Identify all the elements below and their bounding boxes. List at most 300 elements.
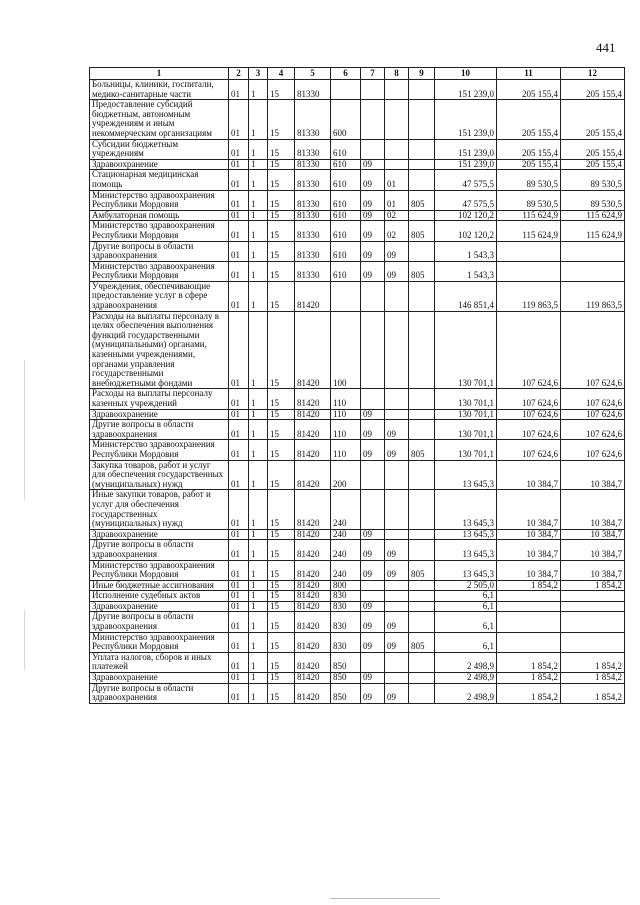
code-col3: 1 xyxy=(249,601,268,612)
code-col5: 81420 xyxy=(295,612,331,632)
table-row xyxy=(90,420,625,440)
code-col5: 81420 xyxy=(295,540,331,560)
code-col9 xyxy=(409,591,435,602)
code-col6: 800 xyxy=(331,580,361,591)
code-col7: 09 xyxy=(361,420,385,440)
amount-col10: 13 645,3 xyxy=(435,560,497,580)
code-col4: 15 xyxy=(268,100,295,139)
amount-col10: 2 498,9 xyxy=(435,652,497,672)
code-col2: 01 xyxy=(229,460,249,490)
scan-bottom-line xyxy=(330,898,440,899)
amount-col10: 6,1 xyxy=(435,632,497,652)
code-col3: 1 xyxy=(249,591,268,602)
code-col4: 15 xyxy=(268,580,295,591)
amount-col11: 89 530,5 xyxy=(497,170,561,190)
code-col5: 81420 xyxy=(295,420,331,440)
code-col5: 81330 xyxy=(295,139,331,159)
amount-col12: 10 384,7 xyxy=(561,540,625,560)
amount-col11: 107 624,6 xyxy=(497,420,561,440)
amount-col10: 13 645,3 xyxy=(435,529,497,540)
code-col2: 01 xyxy=(229,673,249,684)
code-col9 xyxy=(409,540,435,560)
amount-col11: 205 155,4 xyxy=(497,139,561,159)
code-col5: 81420 xyxy=(295,632,331,652)
page-number: 441 xyxy=(596,40,616,55)
code-col6: 830 xyxy=(331,612,361,632)
table-row xyxy=(90,673,625,684)
column-header: 9 xyxy=(409,68,435,80)
code-col7 xyxy=(361,389,385,409)
code-col6: 610 xyxy=(331,241,361,261)
code-col4: 15 xyxy=(268,601,295,612)
amount-col11: 1 854,2 xyxy=(497,683,561,703)
code-col7 xyxy=(361,652,385,672)
code-col6: 610 xyxy=(331,139,361,159)
code-col5: 81420 xyxy=(295,311,331,389)
code-col2: 01 xyxy=(229,612,249,632)
code-col6: 610 xyxy=(331,170,361,190)
code-col9 xyxy=(409,652,435,672)
code-col6: 610 xyxy=(331,210,361,221)
code-col4: 15 xyxy=(268,652,295,672)
code-col8 xyxy=(385,100,409,139)
amount-col10: 130 701,1 xyxy=(435,409,497,420)
row-name: Иные закупки товаров, работ и услуг для обеспечения государственных (муниципальных) нужд xyxy=(90,490,229,529)
amount-col10: 1 543,3 xyxy=(435,241,497,261)
code-col5: 81330 xyxy=(295,159,331,170)
code-col9: 805 xyxy=(409,221,435,241)
amount-col10: 47 575,5 xyxy=(435,170,497,190)
amount-col10: 151 239,0 xyxy=(435,159,497,170)
code-col9 xyxy=(409,311,435,389)
code-col9 xyxy=(409,612,435,632)
code-col2: 01 xyxy=(229,261,249,281)
code-col3: 1 xyxy=(249,420,268,440)
code-col3: 1 xyxy=(249,652,268,672)
row-name: Другие вопросы в области здравоохранения xyxy=(90,540,229,560)
code-col4: 15 xyxy=(268,241,295,261)
code-col4: 15 xyxy=(268,261,295,281)
code-col8 xyxy=(385,529,409,540)
row-name: Министерство здравоохранения Республики Мордовия xyxy=(90,440,229,460)
row-name: Здравоохранение xyxy=(90,409,229,420)
code-col4: 15 xyxy=(268,490,295,529)
amount-col11: 205 155,4 xyxy=(497,100,561,139)
code-col5: 81420 xyxy=(295,652,331,672)
row-name: Министерство здравоохранения Республики Мордовия xyxy=(90,632,229,652)
code-col4: 15 xyxy=(268,170,295,190)
code-col4: 15 xyxy=(268,409,295,420)
amount-col12: 1 854,2 xyxy=(561,652,625,672)
code-col9: 805 xyxy=(409,261,435,281)
table-row xyxy=(90,311,625,389)
code-col6: 610 xyxy=(331,190,361,210)
row-name: Другие вопросы в области здравоохранения xyxy=(90,420,229,440)
code-col2: 01 xyxy=(229,170,249,190)
amount-col12 xyxy=(561,261,625,281)
amount-col11: 89 530,5 xyxy=(497,190,561,210)
code-col2: 01 xyxy=(229,601,249,612)
amount-col10: 151 239,0 xyxy=(435,80,497,100)
code-col7: 09 xyxy=(361,673,385,684)
code-col2: 01 xyxy=(229,311,249,389)
amount-col12: 205 155,4 xyxy=(561,139,625,159)
amount-col10: 102 120,2 xyxy=(435,221,497,241)
code-col5: 81330 xyxy=(295,221,331,241)
code-col5: 81420 xyxy=(295,409,331,420)
amount-col12 xyxy=(561,241,625,261)
code-col7: 09 xyxy=(361,221,385,241)
amount-col11: 107 624,6 xyxy=(497,311,561,389)
amount-col12: 107 624,6 xyxy=(561,311,625,389)
column-header: 12 xyxy=(561,68,625,80)
code-col6: 850 xyxy=(331,683,361,703)
column-header: 11 xyxy=(497,68,561,80)
code-col4: 15 xyxy=(268,190,295,210)
table-row xyxy=(90,490,625,529)
code-col7: 09 xyxy=(361,612,385,632)
code-col7: 09 xyxy=(361,190,385,210)
code-col6: 600 xyxy=(331,100,361,139)
code-col8: 09 xyxy=(385,440,409,460)
code-col7: 09 xyxy=(361,170,385,190)
code-col3: 1 xyxy=(249,281,268,311)
amount-col12 xyxy=(561,632,625,652)
row-name: Иные бюджетные ассигнования xyxy=(90,580,229,591)
code-col3: 1 xyxy=(249,673,268,684)
code-col6: 200 xyxy=(331,460,361,490)
code-col8 xyxy=(385,580,409,591)
code-col6: 100 xyxy=(331,311,361,389)
code-col5: 81420 xyxy=(295,580,331,591)
code-col2: 01 xyxy=(229,490,249,529)
code-col5: 81330 xyxy=(295,241,331,261)
code-col2: 01 xyxy=(229,190,249,210)
code-col3: 1 xyxy=(249,210,268,221)
code-col5: 81420 xyxy=(295,560,331,580)
amount-col11: 10 384,7 xyxy=(497,560,561,580)
code-col2: 01 xyxy=(229,80,249,100)
amount-col12 xyxy=(561,612,625,632)
row-name: Предоставление субсидий бюджетным, автономным учреждениям и иным некоммерческим организациям xyxy=(90,100,229,139)
code-col5: 81330 xyxy=(295,210,331,221)
amount-col11: 10 384,7 xyxy=(497,460,561,490)
header-row xyxy=(90,68,625,80)
amount-col11 xyxy=(497,601,561,612)
code-col5: 81330 xyxy=(295,170,331,190)
amount-col10: 47 575,5 xyxy=(435,190,497,210)
code-col8 xyxy=(385,601,409,612)
table-row xyxy=(90,100,625,139)
row-name: Здравоохранение xyxy=(90,159,229,170)
table-row xyxy=(90,591,625,602)
code-col9 xyxy=(409,580,435,591)
code-col3: 1 xyxy=(249,241,268,261)
amount-col10: 2 505,0 xyxy=(435,580,497,591)
code-col7: 09 xyxy=(361,409,385,420)
amount-col11: 115 624,9 xyxy=(497,210,561,221)
code-col6: 240 xyxy=(331,490,361,529)
table-row xyxy=(90,652,625,672)
code-col7 xyxy=(361,139,385,159)
code-col8 xyxy=(385,80,409,100)
amount-col11: 10 384,7 xyxy=(497,490,561,529)
code-col4: 15 xyxy=(268,560,295,580)
code-col9: 805 xyxy=(409,440,435,460)
amount-col11 xyxy=(497,632,561,652)
amount-col12: 119 863,5 xyxy=(561,281,625,311)
code-col9 xyxy=(409,139,435,159)
table-row xyxy=(90,170,625,190)
row-name: Учреждения, обеспечивающие предоставление услуг в сфере здравоохранения xyxy=(90,281,229,311)
amount-col12: 205 155,4 xyxy=(561,159,625,170)
amount-col11: 10 384,7 xyxy=(497,540,561,560)
code-col6: 610 xyxy=(331,261,361,281)
code-col9 xyxy=(409,683,435,703)
code-col7 xyxy=(361,311,385,389)
code-col2: 01 xyxy=(229,420,249,440)
table-row xyxy=(90,632,625,652)
code-col4: 15 xyxy=(268,281,295,311)
amount-col12: 10 384,7 xyxy=(561,490,625,529)
amount-col10: 2 498,9 xyxy=(435,683,497,703)
code-col8 xyxy=(385,591,409,602)
amount-col10: 6,1 xyxy=(435,601,497,612)
table-row xyxy=(90,210,625,221)
code-col6 xyxy=(331,80,361,100)
column-header: 1 xyxy=(90,68,229,80)
amount-col11: 1 854,2 xyxy=(497,580,561,591)
column-header: 10 xyxy=(435,68,497,80)
code-col8: 09 xyxy=(385,612,409,632)
code-col4: 15 xyxy=(268,540,295,560)
code-col3: 1 xyxy=(249,580,268,591)
code-col4: 15 xyxy=(268,420,295,440)
code-col9 xyxy=(409,281,435,311)
code-col8 xyxy=(385,389,409,409)
code-col5: 81420 xyxy=(295,389,331,409)
amount-col12: 1 854,2 xyxy=(561,580,625,591)
code-col3: 1 xyxy=(249,190,268,210)
code-col3: 1 xyxy=(249,311,268,389)
amount-col11: 10 384,7 xyxy=(497,529,561,540)
code-col7: 09 xyxy=(361,159,385,170)
code-col5: 81330 xyxy=(295,80,331,100)
code-col8: 09 xyxy=(385,632,409,652)
table-row xyxy=(90,409,625,420)
table-row xyxy=(90,241,625,261)
code-col9 xyxy=(409,673,435,684)
code-col8 xyxy=(385,673,409,684)
code-col2: 01 xyxy=(229,580,249,591)
code-col8 xyxy=(385,652,409,672)
amount-col11: 119 863,5 xyxy=(497,281,561,311)
column-header: 7 xyxy=(361,68,385,80)
amount-col11 xyxy=(497,591,561,602)
code-col6: 830 xyxy=(331,601,361,612)
amount-col12: 205 155,4 xyxy=(561,100,625,139)
code-col8: 09 xyxy=(385,560,409,580)
amount-col12: 1 854,2 xyxy=(561,673,625,684)
table-row xyxy=(90,80,625,100)
code-col3: 1 xyxy=(249,460,268,490)
code-col4: 15 xyxy=(268,311,295,389)
code-col4: 15 xyxy=(268,612,295,632)
code-col2: 01 xyxy=(229,409,249,420)
code-col5: 81420 xyxy=(295,460,331,490)
row-name: Уплата налогов, сборов и иных платежей xyxy=(90,652,229,672)
code-col7: 09 xyxy=(361,560,385,580)
code-col9 xyxy=(409,210,435,221)
code-col3: 1 xyxy=(249,170,268,190)
amount-col11: 107 624,6 xyxy=(497,440,561,460)
table-row xyxy=(90,683,625,703)
code-col9 xyxy=(409,389,435,409)
code-col2: 01 xyxy=(229,139,249,159)
table-row xyxy=(90,460,625,490)
amount-col10: 13 645,3 xyxy=(435,490,497,529)
code-col8: 09 xyxy=(385,241,409,261)
code-col7: 09 xyxy=(361,529,385,540)
code-col5: 81420 xyxy=(295,683,331,703)
code-col8 xyxy=(385,139,409,159)
row-name: Здравоохранение xyxy=(90,529,229,540)
amount-col12: 205 155,4 xyxy=(561,80,625,100)
row-name: Другие вопросы в области здравоохранения xyxy=(90,241,229,261)
code-col6: 610 xyxy=(331,221,361,241)
code-col4: 15 xyxy=(268,80,295,100)
code-col7: 09 xyxy=(361,683,385,703)
code-col4: 15 xyxy=(268,632,295,652)
code-col6: 240 xyxy=(331,540,361,560)
code-col3: 1 xyxy=(249,560,268,580)
amount-col10: 146 851,4 xyxy=(435,281,497,311)
row-name: Здравоохранение xyxy=(90,673,229,684)
code-col7: 09 xyxy=(361,632,385,652)
amount-col11: 1 854,2 xyxy=(497,673,561,684)
row-name: Другие вопросы в области здравоохранения xyxy=(90,612,229,632)
code-col8 xyxy=(385,460,409,490)
row-name: Министерство здравоохранения Республики Мордовия xyxy=(90,190,229,210)
amount-col10: 13 645,3 xyxy=(435,460,497,490)
code-col3: 1 xyxy=(249,100,268,139)
row-name: Другие вопросы в области здравоохранения xyxy=(90,683,229,703)
code-col8: 02 xyxy=(385,221,409,241)
amount-col10: 102 120,2 xyxy=(435,210,497,221)
code-col3: 1 xyxy=(249,632,268,652)
amount-col11: 205 155,4 xyxy=(497,159,561,170)
amount-col10: 130 701,1 xyxy=(435,311,497,389)
amount-col11 xyxy=(497,241,561,261)
code-col5: 81330 xyxy=(295,261,331,281)
amount-col12: 89 530,5 xyxy=(561,170,625,190)
code-col4: 15 xyxy=(268,440,295,460)
code-col7 xyxy=(361,281,385,311)
amount-col11: 115 624,9 xyxy=(497,221,561,241)
table-row xyxy=(90,281,625,311)
code-col7 xyxy=(361,591,385,602)
amount-col10: 13 645,3 xyxy=(435,540,497,560)
code-col2: 01 xyxy=(229,560,249,580)
amount-col10: 6,1 xyxy=(435,612,497,632)
code-col2: 01 xyxy=(229,540,249,560)
code-col5: 81420 xyxy=(295,529,331,540)
code-col3: 1 xyxy=(249,261,268,281)
amount-col10: 2 498,9 xyxy=(435,673,497,684)
code-col3: 1 xyxy=(249,389,268,409)
code-col4: 15 xyxy=(268,139,295,159)
code-col2: 01 xyxy=(229,529,249,540)
code-col8 xyxy=(385,159,409,170)
amount-col12: 107 624,6 xyxy=(561,420,625,440)
row-name: Стационарная медицинская помощь xyxy=(90,170,229,190)
scan-margin-line xyxy=(24,360,25,500)
code-col2: 01 xyxy=(229,100,249,139)
code-col2: 01 xyxy=(229,241,249,261)
column-header: 4 xyxy=(268,68,295,80)
code-col4: 15 xyxy=(268,389,295,409)
code-col7: 09 xyxy=(361,601,385,612)
row-name: Амбулаторная помощь xyxy=(90,210,229,221)
code-col7 xyxy=(361,490,385,529)
code-col6: 110 xyxy=(331,440,361,460)
code-col3: 1 xyxy=(249,221,268,241)
code-col6: 240 xyxy=(331,529,361,540)
column-header: 2 xyxy=(229,68,249,80)
code-col4: 15 xyxy=(268,673,295,684)
row-name: Исполнение судебных актов xyxy=(90,591,229,602)
code-col8: 01 xyxy=(385,190,409,210)
amount-col10: 130 701,1 xyxy=(435,389,497,409)
code-col7: 09 xyxy=(361,261,385,281)
amount-col10: 130 701,1 xyxy=(435,440,497,460)
row-name: Больницы, клиники, госпитали, медико-санитарные части xyxy=(90,80,229,100)
amount-col10: 130 701,1 xyxy=(435,420,497,440)
table-row xyxy=(90,221,625,241)
code-col8 xyxy=(385,311,409,389)
code-col2: 01 xyxy=(229,159,249,170)
code-col5: 81330 xyxy=(295,100,331,139)
code-col8: 09 xyxy=(385,420,409,440)
code-col9 xyxy=(409,241,435,261)
amount-col11: 107 624,6 xyxy=(497,409,561,420)
scan-margin-line xyxy=(24,610,25,670)
amount-col11 xyxy=(497,612,561,632)
table-row xyxy=(90,139,625,159)
code-col7: 09 xyxy=(361,540,385,560)
amount-col12: 1 854,2 xyxy=(561,683,625,703)
row-name: Министерство здравоохранения Республики Мордовия xyxy=(90,560,229,580)
code-col9 xyxy=(409,100,435,139)
code-col7: 09 xyxy=(361,241,385,261)
amount-col11: 205 155,4 xyxy=(497,80,561,100)
code-col9: 805 xyxy=(409,190,435,210)
code-col4: 15 xyxy=(268,460,295,490)
code-col5: 81420 xyxy=(295,601,331,612)
code-col6: 610 xyxy=(331,159,361,170)
code-col8: 09 xyxy=(385,683,409,703)
code-col3: 1 xyxy=(249,139,268,159)
code-col3: 1 xyxy=(249,490,268,529)
code-col6: 850 xyxy=(331,673,361,684)
amount-col10: 151 239,0 xyxy=(435,139,497,159)
code-col6: 850 xyxy=(331,652,361,672)
code-col3: 1 xyxy=(249,683,268,703)
code-col9: 805 xyxy=(409,560,435,580)
code-col7 xyxy=(361,80,385,100)
code-col9 xyxy=(409,170,435,190)
code-col6: 110 xyxy=(331,420,361,440)
